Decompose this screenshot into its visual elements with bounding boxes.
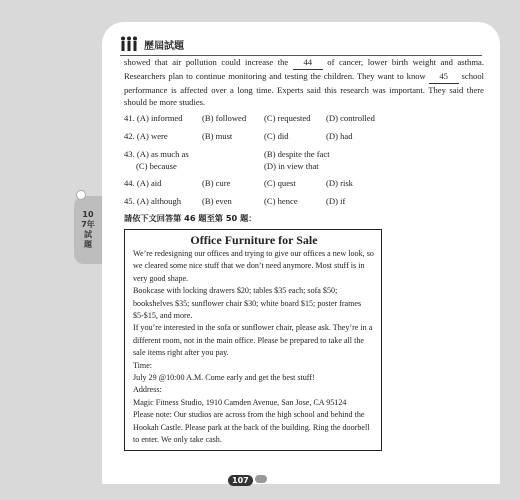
q43-option-b: (B) despite the fact bbox=[264, 149, 330, 160]
page-footer bbox=[228, 470, 267, 485]
q41-option-c: (C) requested bbox=[264, 113, 311, 124]
blank-45: 45 bbox=[429, 70, 459, 84]
ad-note: Please note: Our studios are across from the high school and behind the Hookah Castle. Please park at the back of the building. Ring the doorbell to enter. We only take cash. bbox=[133, 410, 370, 445]
side-tab-label: 107年試題 bbox=[81, 210, 95, 249]
question-45 bbox=[124, 195, 484, 210]
ad-time-value: July 29 @10:00 A.M. Come early and get the best stuff! bbox=[133, 373, 315, 383]
ad-address-value: Magic Fitness Studio, 1910 Camden Avenue, San Jose, CA 95124 bbox=[133, 397, 347, 407]
page-header bbox=[120, 34, 482, 56]
q44-option-d: (D) risk bbox=[326, 178, 353, 189]
q42-option-b: (B) must bbox=[202, 131, 233, 142]
people-logo-icon bbox=[120, 36, 138, 52]
q44-option-b: (B) cure bbox=[202, 178, 231, 189]
ad-title: Office Furniture for Sale bbox=[190, 232, 318, 247]
q45-option-b: (B) even bbox=[202, 196, 232, 207]
blank-44: 44 bbox=[293, 56, 323, 70]
page-number: 107 bbox=[228, 475, 253, 486]
ad-time-label: Time: bbox=[133, 360, 153, 370]
q45-option-d: (D) if bbox=[326, 196, 346, 207]
q42-option-c: (C) did bbox=[264, 131, 289, 142]
q42-option-a: 42. (A) were bbox=[124, 131, 168, 142]
q45-option-c: (C) hence bbox=[264, 196, 298, 207]
ad-address-label: Address: bbox=[133, 385, 162, 395]
question-43 bbox=[124, 148, 484, 174]
tab-dot bbox=[76, 190, 86, 200]
question-41 bbox=[124, 112, 484, 127]
page-marker-icon bbox=[255, 475, 267, 483]
q43-option-a: 43. (A) as much as bbox=[124, 149, 189, 160]
ad-paragraph: We’re redesigning our offices and trying to give our offices a new look, so we cleared some nice stuff that we don’t need anymore. Most stuff is in very good shape. bbox=[133, 248, 374, 283]
passage-text-2: of cancer, lower birth weight and asthma. Researchers plan to continue monitoring and testing the children. They want to know bbox=[124, 57, 484, 81]
question-42 bbox=[124, 130, 484, 145]
ad-paragraph: If you’re interested in the sofa or sunflower chair, please ask. They’re in a different room, not in the main office. Please be prepared to take all the sale items right after you pay. bbox=[133, 323, 373, 358]
sale-advertisement bbox=[124, 229, 382, 452]
cloze-passage bbox=[124, 56, 484, 109]
q44-option-a: 44. (A) aid bbox=[124, 178, 162, 189]
q44-option-c: (C) quest bbox=[264, 178, 296, 189]
passage-text-1: showed that air pollution could increase the bbox=[124, 57, 293, 67]
q42-option-d: (D) had bbox=[326, 131, 353, 142]
question-44 bbox=[124, 177, 484, 192]
passage-text-3: school performance is affected over a long time. Experts said this research was important. They said there should be more studies. bbox=[124, 70, 484, 108]
q41-option-a: 41. (A) informed bbox=[124, 113, 183, 124]
q45-option-a: 45. (A) although bbox=[124, 196, 182, 207]
reading-instruction: 請依下文回答第 46 題至第 50 題： bbox=[124, 213, 257, 224]
exam-page bbox=[102, 22, 500, 484]
page-content bbox=[124, 56, 484, 451]
q41-option-b: (B) followed bbox=[202, 113, 247, 124]
q41-option-d: (D) controlled bbox=[326, 113, 375, 124]
year-side-tab bbox=[74, 196, 102, 264]
q43-option-c: (C) because bbox=[136, 161, 177, 172]
q43-option-d: (D) in view that bbox=[264, 161, 319, 172]
ad-paragraph: Bookcase with locking drawers $20; tables $35 each; sofa $50; bookshelves $35; sunflower chair $30; white board $15; poster frames $5-$15, and more. bbox=[133, 286, 362, 321]
header-title: 歷屆試題 bbox=[144, 41, 184, 52]
